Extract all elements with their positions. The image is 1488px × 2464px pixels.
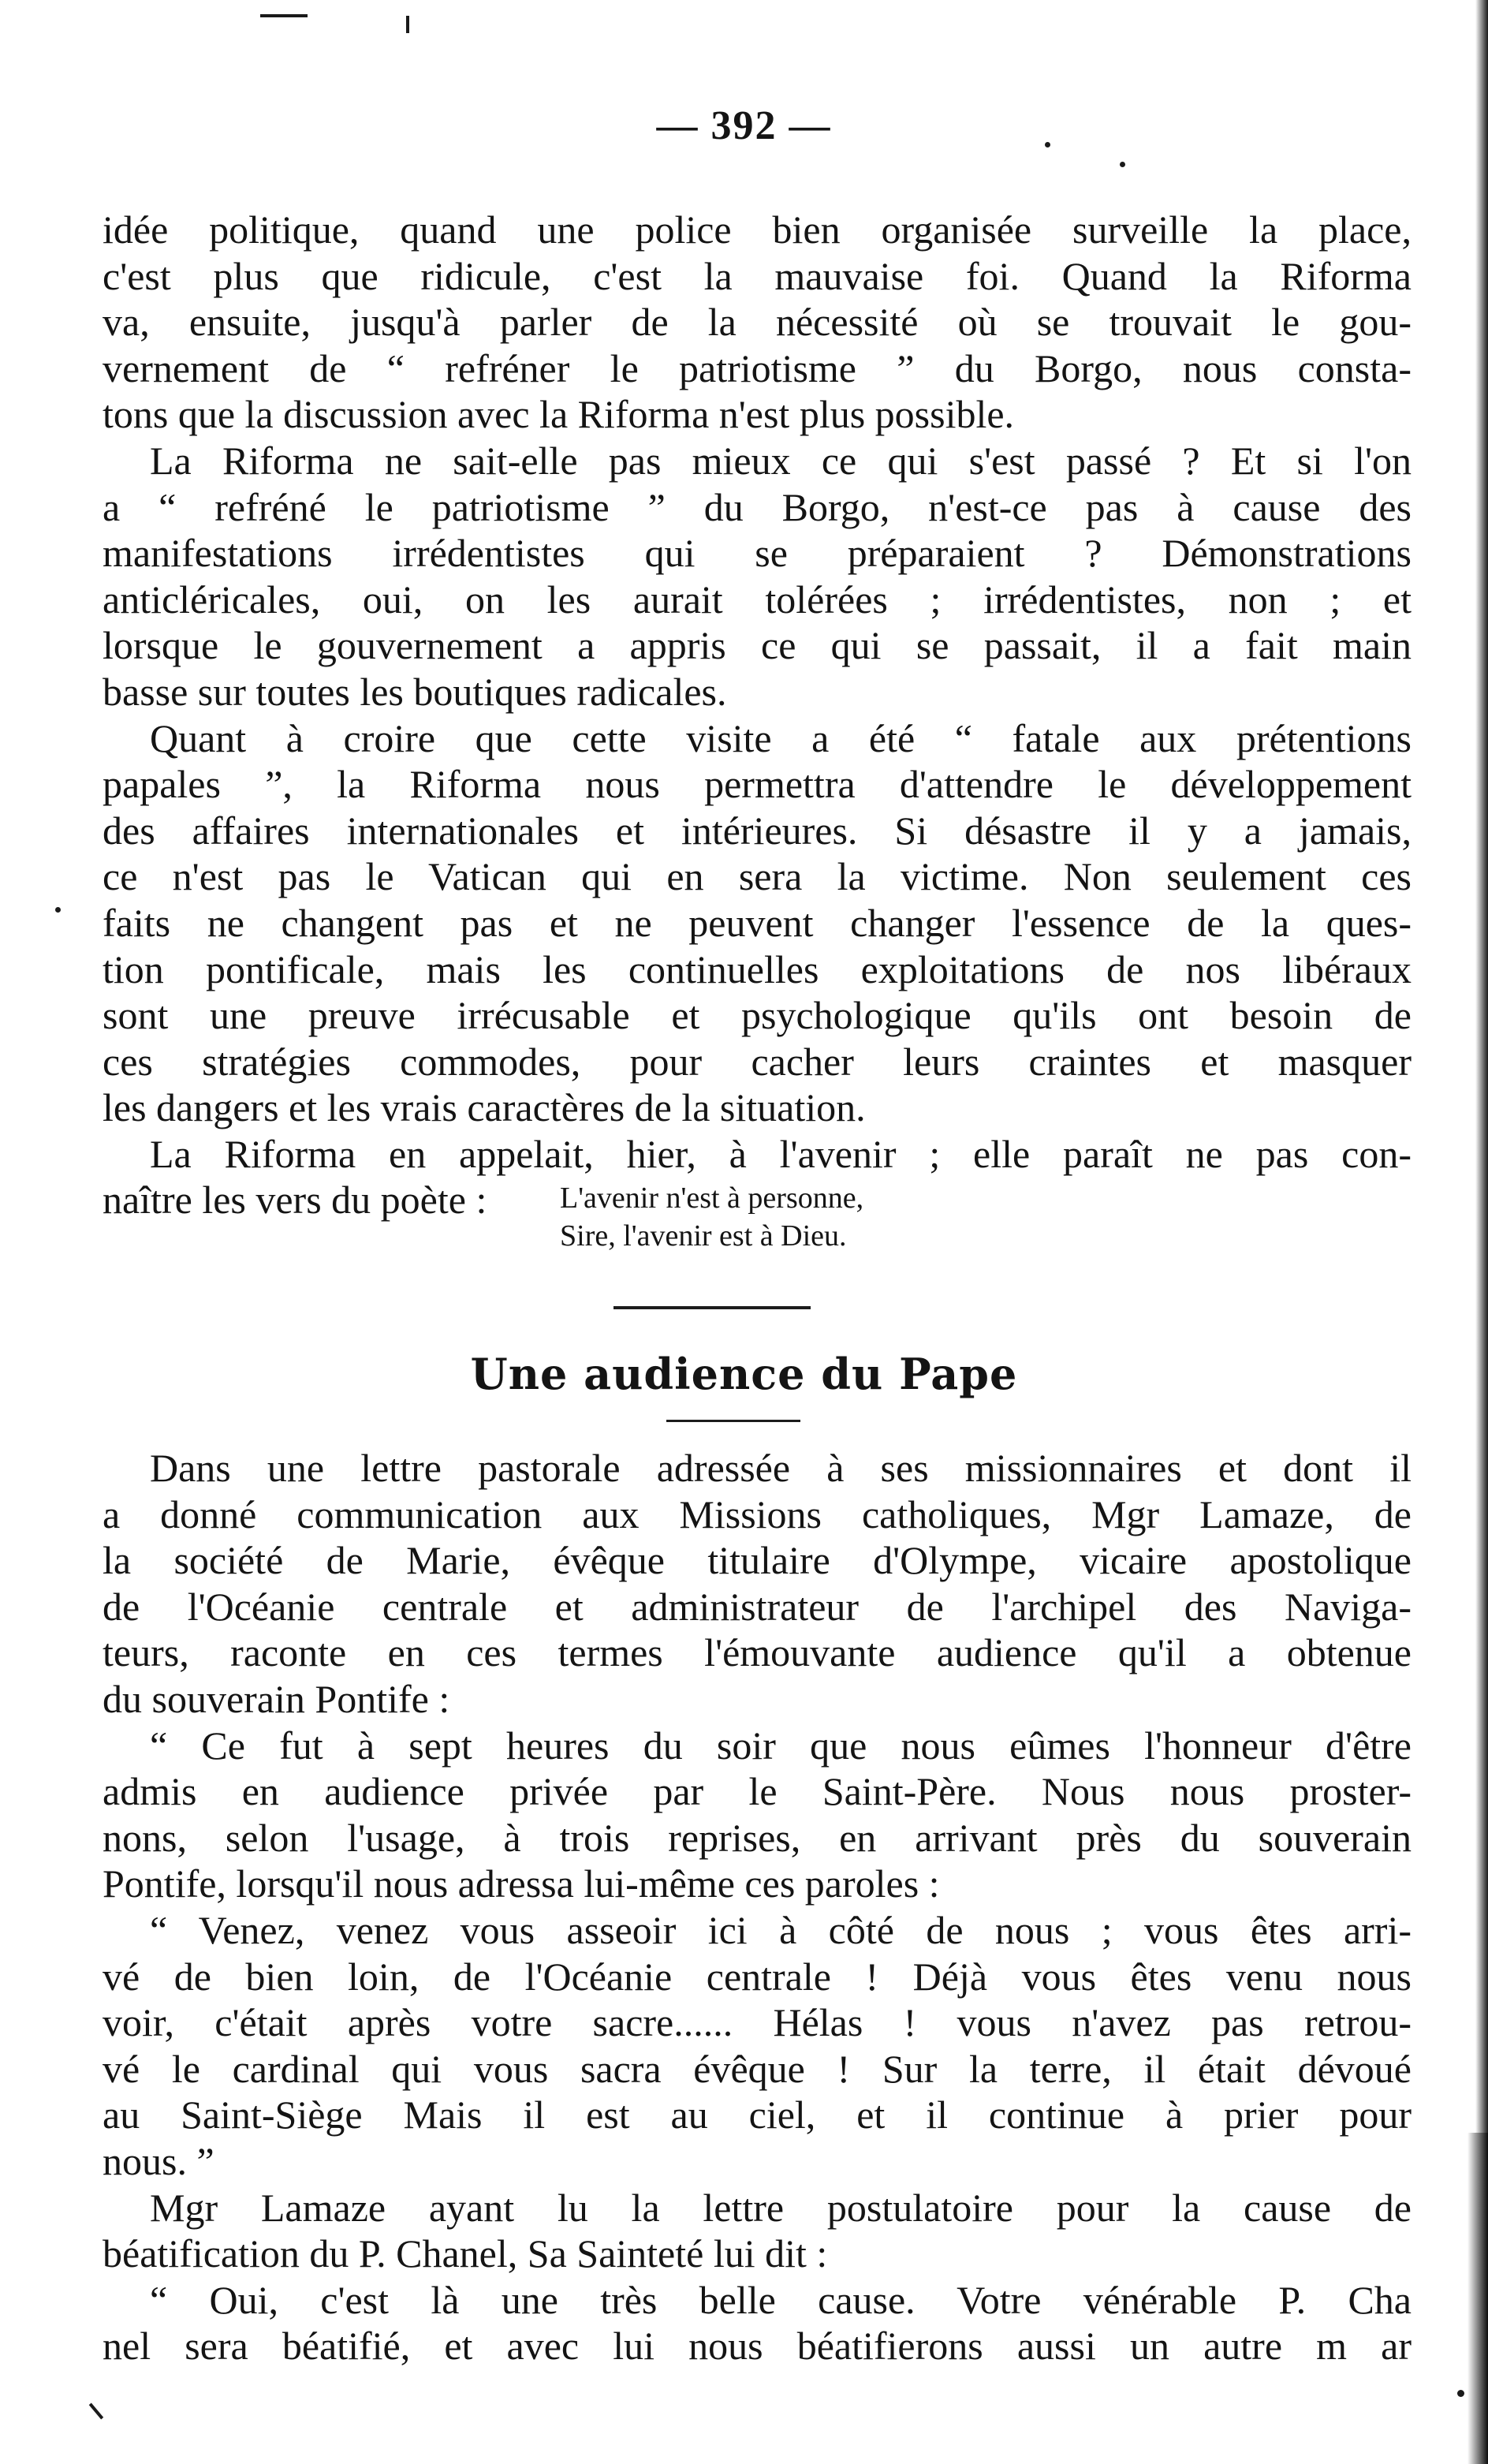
page-number: — 392 — (656, 103, 832, 148)
paragraph (103, 1445, 1412, 1723)
text-line: tons que la discussion avec la Riforma n'est plus possible. (103, 392, 1015, 437)
text-line: nel sera béatifié, et avec lui nous béatifierons aussi un autre m ar (103, 2324, 1412, 2369)
text-line: nous. ” (103, 2138, 214, 2183)
text-line: vé le cardinal qui vous sacra évêque ! Sur la terre, il était dévoué (103, 2046, 1412, 2091)
paragraph (103, 2277, 1412, 2369)
article-body-1 (103, 207, 1412, 1223)
scan-mark (1457, 2390, 1464, 2397)
text-line: les dangers et les vrais caractères de la situation. (103, 1085, 866, 1130)
text-line: “ Venez, venez vous asseoir ici à côté de nous ; vous êtes arri- (150, 1907, 1412, 1952)
text-line: “ Oui, c'est là une très belle cause. Votre vénérable P. Cha (150, 2277, 1412, 2322)
text-line: idée politique, quand une police bien organisée surveille la place, (103, 207, 1412, 252)
text-line: admis en audience privée par le Saint-Père. Nous nous proster- (103, 1769, 1412, 1814)
text-line: Dans une lettre pastorale adressée à ses missionnaires et dont il (150, 1446, 1412, 1490)
text-line: a donné communication aux Missions catholiques, Mgr Lamaze, de (103, 1491, 1412, 1536)
paragraph (103, 715, 1412, 1131)
verse-line: L'avenir n'est à personne, (560, 1182, 864, 1215)
text-line: La Riforma en appelait, hier, à l'avenir ; elle paraît ne pas con- (150, 1131, 1412, 1176)
text-line: ce n'est pas le Vatican qui en sera la victime. Non seulement ces (103, 854, 1412, 899)
text-line: ces stratégies commodes, pour cacher leurs craintes et masquer (103, 1039, 1412, 1084)
text-line: basse sur toutes les boutiques radicales. (103, 669, 727, 714)
scan-mark (89, 2403, 103, 2420)
text-line: Quant à croire que cette visite a été “ fatale aux prétentions (150, 715, 1412, 760)
text-line: faits ne changent pas et ne peuvent changer l'essence de la ques- (103, 900, 1412, 945)
text-line: vé de bien loin, de l'Océanie centrale ! Déjà vous êtes venu nous (103, 1954, 1412, 1999)
paragraph (103, 1723, 1412, 1907)
paragraph (103, 1907, 1412, 2185)
page-edge-shadow (1475, 0, 1488, 2464)
verse-line: Sire, l'avenir est à Dieu. (560, 1219, 847, 1253)
text-line: tion pontificale, mais les continuelles exploitations de nos libéraux (103, 946, 1412, 991)
text-line: naître les vers du poète : (103, 1178, 487, 1223)
text-line: vernement de “ refréner le patriotisme ” du Borgo, nous consta- (103, 345, 1412, 390)
text-line: nons, selon l'usage, à trois reprises, en arrivant près du souverain (103, 1815, 1412, 1860)
scan-mark (260, 14, 308, 17)
text-line: des affaires internationales et intérieures. Si désastre il y a jamais, (103, 808, 1412, 853)
section-divider (613, 1306, 811, 1309)
text-line: voir, c'était après votre sacre...... Hélas ! vous n'avez pas retrou- (103, 2000, 1412, 2045)
page-edge-shadow-bottom (1467, 2133, 1488, 2464)
paragraph (103, 207, 1412, 438)
text-line: sont une preuve irrécusable et psychologique qu'ils ont besoin de (103, 993, 1412, 1038)
section-title: Une audience du Pape (470, 1349, 1018, 1399)
text-line: anticléricales, oui, on les aurait tolérées ; irrédentistes, non ; et (103, 577, 1412, 622)
text-line: Pontife, lorsqu'il nous adressa lui-même ces paroles : (103, 1861, 940, 1906)
text-line: a “ refréné le patriotisme ” du Borgo, n'est-ce pas à cause des (103, 484, 1412, 529)
text-line: va, ensuite, jusqu'à parler de la nécessité où se trouvait le gou- (103, 300, 1412, 345)
title-underline (666, 1420, 800, 1422)
scan-mark (1120, 162, 1125, 167)
article-body-2 (103, 1445, 1412, 2369)
text-line: au Saint-Siège Mais il est au ciel, et il continue à prier pour (103, 2093, 1412, 2137)
text-line: béatification du P. Chanel, Sa Sainteté lui dit : (103, 2231, 828, 2276)
text-line: papales ”, la Riforma nous permettra d'attendre le développement (103, 762, 1412, 807)
scan-mark (55, 907, 61, 913)
text-line: lorsque le gouvernement a appris ce qui se passait, il a fait main (103, 623, 1412, 668)
scan-mark (406, 16, 409, 33)
text-line: “ Ce fut à sept heures du soir que nous eûmes l'honneur d'être (150, 1723, 1412, 1768)
text-line: Mgr Lamaze ayant lu la lettre postulatoire pour la cause de (150, 2185, 1412, 2230)
text-line: La Riforma ne sait-elle pas mieux ce qui s'est passé ? Et si l'on (150, 438, 1412, 483)
text-line: c'est plus que ridicule, c'est la mauvaise foi. Quand la Riforma (103, 253, 1412, 298)
paragraph (103, 438, 1412, 715)
text-line: de l'Océanie centrale et administrateur de l'archipel des Naviga- (103, 1584, 1412, 1629)
text-line: teurs, raconte en ces termes l'émouvante audience qu'il a obtenue (103, 1630, 1412, 1675)
text-line: manifestations irrédentistes qui se préparaient ? Démonstrations (103, 531, 1412, 576)
text-line: du souverain Pontife : (103, 1676, 450, 1721)
verse-quote (560, 1179, 863, 1255)
text-line: la société de Marie, évêque titulaire d'Olympe, vicaire apostolique (103, 1538, 1412, 1583)
paragraph (103, 2185, 1412, 2277)
